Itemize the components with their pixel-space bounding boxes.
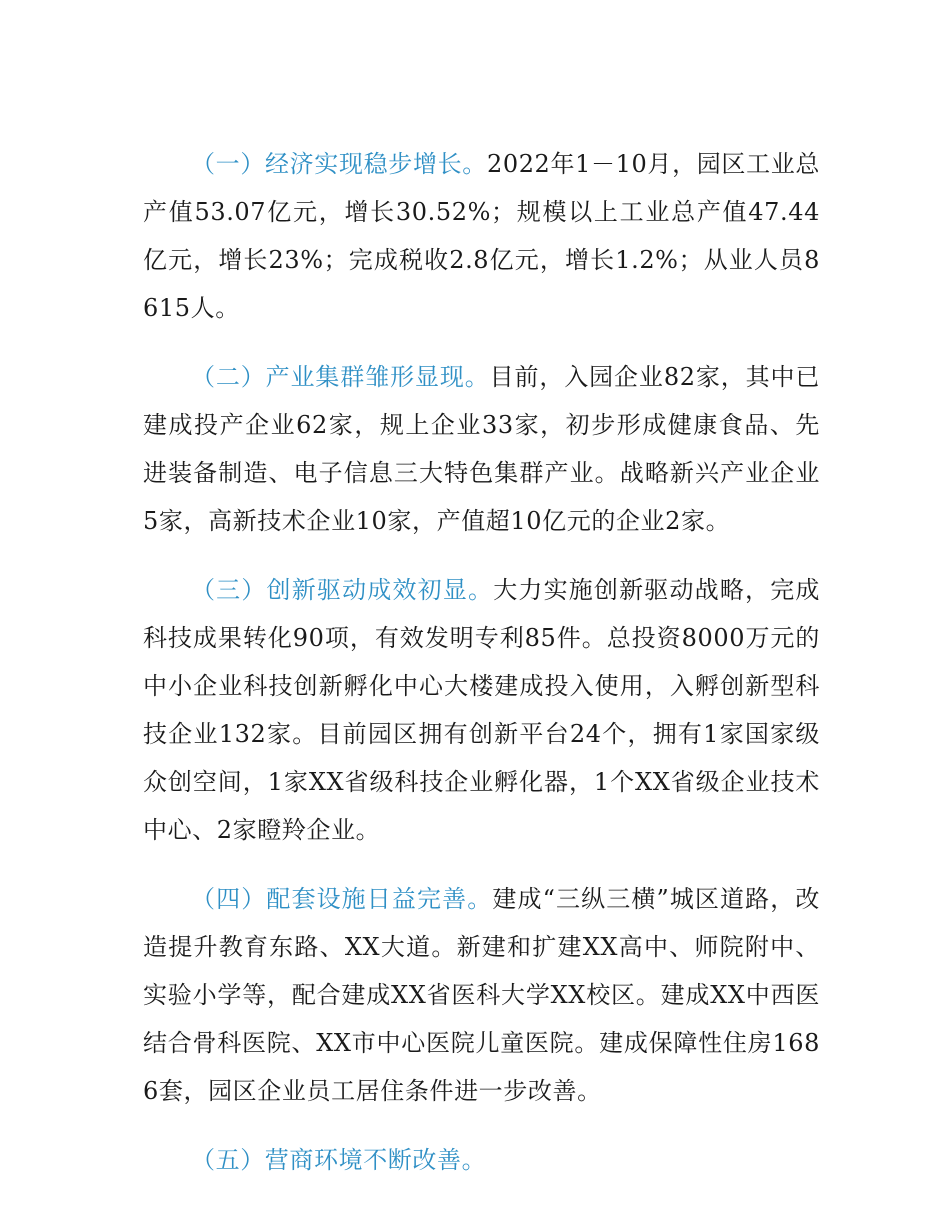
- paragraph-heading: （四）配套设施日益完善。: [191, 885, 493, 913]
- paragraph-heading: （二）产业集群雏形显现。: [191, 363, 490, 391]
- paragraph-economy: [143, 140, 820, 332]
- paragraph-heading: （五）营商环境不断改善。: [191, 1146, 487, 1174]
- paragraph-innovation: [143, 566, 820, 854]
- paragraph-heading: （一）经济实现稳步增长。: [191, 150, 487, 178]
- paragraph-heading: （三）创新驱动成效初显。: [191, 576, 494, 604]
- paragraph-industry-cluster: [143, 353, 820, 545]
- paragraph-body: 2022年1－10月，园区工业总产值53.07亿元，增长30.52%；规模以上工业总产值47.44亿元，增长23%；完成税收2.8亿元，增长1.2%；从业人员8615人。: [143, 150, 820, 322]
- paragraph-body: 目前，入园企业82家，其中已建成投产企业62家，规上企业33家，初步形成健康食品、先进装备制造、电子信息三大特色集群产业。战略新兴产业企业5家，高新技术企业10家，产值超10亿元的企业2家。: [143, 363, 820, 535]
- paragraph-body: 建成“三纵三横”城区道路，改造提升教育东路、XX大道。新建和扩建XX高中、师院附中、实验小学等，配合建成XX省医科大学XX校区。建成XX中西医结合骨科医院、XX市中心医院儿童医院。建成保障性住房1686套，园区企业员工居住条件进一步改善。: [143, 885, 820, 1105]
- paragraph-body: 大力实施创新驱动战略，完成科技成果转化90项，有效发明专利85件。总投资8000万元的中小企业科技创新孵化中心大楼建成投入使用，入孵创新型科技企业132家。目前园区拥有创新平台24个，拥有1家国家级众创空间，1家XX省级科技企业孵化器，1个XX省级企业技术中心、2家瞪羚企业。: [143, 576, 820, 844]
- paragraph-business-environment: [143, 1136, 820, 1184]
- paragraph-facilities: [143, 875, 820, 1115]
